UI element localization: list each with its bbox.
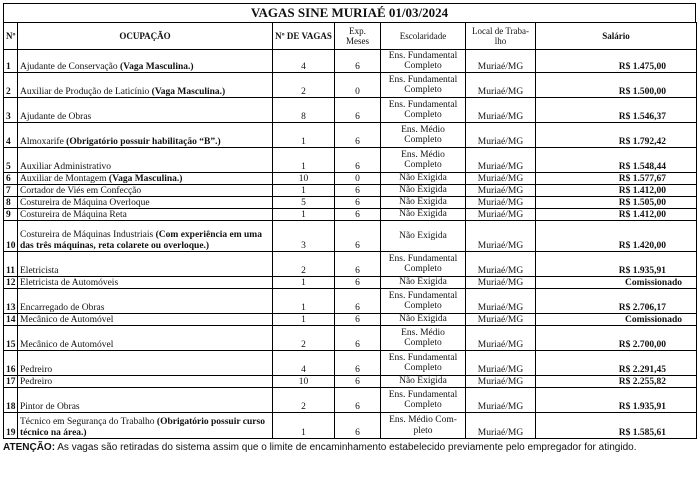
workplace-cell: Muriaé/MG xyxy=(466,73,536,98)
occupation-title: Auxiliar Administrativo xyxy=(20,161,112,172)
experience-cell: 6 xyxy=(335,98,381,123)
experience-cell: 6 xyxy=(335,326,381,351)
table-row xyxy=(4,388,697,413)
experience-cell: 6 xyxy=(335,50,381,73)
table-row xyxy=(4,148,697,173)
salary-cell: R$ 1.475,00 xyxy=(536,50,697,73)
row-number: 17 xyxy=(4,376,18,388)
footer-warning-label: ATENÇÃO: xyxy=(3,442,56,453)
experience-cell: 6 xyxy=(335,413,381,439)
salary-cell: R$ 1.546,37 xyxy=(536,98,697,123)
table-row xyxy=(4,376,697,388)
salary-cell: R$ 1.412,00 xyxy=(536,209,697,221)
schooling-cell: Ens. Médio Completo xyxy=(381,123,466,148)
salary-cell: Comissionado xyxy=(536,277,697,289)
occupation-note: (Obrigatório possuir curso técnico na área.) xyxy=(20,417,265,438)
vacancies-cell: 1 xyxy=(273,209,335,221)
salary-cell: R$ 1.412,00 xyxy=(536,185,697,197)
schooling-cell: Não Exigida xyxy=(381,376,466,388)
workplace-cell: Muriaé/MG xyxy=(466,123,536,148)
row-number: 6 xyxy=(4,173,18,185)
vacancies-cell: 2 xyxy=(273,252,335,277)
table-row xyxy=(4,197,697,209)
experience-cell: 6 xyxy=(335,252,381,277)
salary-cell: R$ 2.700,00 xyxy=(536,326,697,351)
workplace-cell: Muriaé/MG xyxy=(466,252,536,277)
occupation-title: Ajudante de Conservação xyxy=(20,61,118,72)
workplace-cell: Muriaé/MG xyxy=(466,326,536,351)
workplace-cell: Muriaé/MG xyxy=(466,314,536,326)
occupation-title: Eletricista de Automóveis xyxy=(20,277,119,288)
vacancies-cell: 4 xyxy=(273,50,335,73)
experience-cell: 0 xyxy=(335,173,381,185)
workplace-cell: Muriaé/MG xyxy=(466,185,536,197)
occupation-cell xyxy=(18,173,273,185)
occupation-title: Ajudante de Obras xyxy=(20,111,92,122)
occupation-title: Auxiliar de Montagem xyxy=(20,173,107,184)
occupation-title: Técnico em Segurança do Trabalho xyxy=(20,417,155,427)
row-number: 7 xyxy=(4,185,18,197)
table-row xyxy=(4,351,697,376)
vacancies-cell: 10 xyxy=(273,376,335,388)
salary-cell: R$ 1.500,00 xyxy=(536,73,697,98)
salary-cell: R$ 1.935,91 xyxy=(536,252,697,277)
experience-cell: 6 xyxy=(335,185,381,197)
occupation-cell xyxy=(18,123,273,148)
vacancies-cell: 1 xyxy=(273,277,335,289)
experience-cell: 6 xyxy=(335,388,381,413)
workplace-cell: Muriaé/MG xyxy=(466,413,536,439)
schooling-cell: Não Exigida xyxy=(381,314,466,326)
occupation-cell xyxy=(18,289,273,314)
occupation-cell xyxy=(18,98,273,123)
occupation-cell xyxy=(18,148,273,173)
row-number: 13 xyxy=(4,289,18,314)
row-number: 1 xyxy=(4,50,18,73)
job-listing-page xyxy=(3,3,696,453)
occupation-cell xyxy=(18,376,273,388)
salary-cell: R$ 1.505,00 xyxy=(536,197,697,209)
table-row xyxy=(4,289,697,314)
workplace-cell: Muriaé/MG xyxy=(466,277,536,289)
row-number: 2 xyxy=(4,73,18,98)
vacancies-table xyxy=(3,22,697,439)
table-header-row xyxy=(4,23,697,50)
table-row xyxy=(4,413,697,439)
occupation-cell xyxy=(18,209,273,221)
schooling-cell: Ens. Médio Com-pleto xyxy=(381,413,466,439)
occupation-title: Pedreiro xyxy=(20,376,53,387)
header-num: Nº xyxy=(4,23,18,50)
occupation-cell xyxy=(18,221,273,252)
table-row xyxy=(4,123,697,148)
footer-warning-text: As vagas são retiradas do sistema assim que o limite de encaminhamento estabelecido previamente pelo empregador for atingido. xyxy=(55,442,637,453)
vacancies-cell: 1 xyxy=(273,148,335,173)
occupation-title: Eletricista xyxy=(20,265,59,276)
experience-cell: 6 xyxy=(335,351,381,376)
schooling-cell: Não Exigida xyxy=(381,185,466,197)
workplace-cell: Muriaé/MG xyxy=(466,289,536,314)
header-workplace: Local de Traba-lho xyxy=(466,23,536,50)
schooling-cell: Não Exigida xyxy=(381,277,466,289)
schooling-cell: Ens. Fundamental Completo xyxy=(381,289,466,314)
salary-cell: R$ 2.706,17 xyxy=(536,289,697,314)
salary-cell: R$ 1.792,42 xyxy=(536,123,697,148)
vacancies-cell: 1 xyxy=(273,289,335,314)
occupation-cell xyxy=(18,252,273,277)
header-vacancies: Nº DE VAGAS xyxy=(273,23,335,50)
schooling-cell: Ens. Fundamental Completo xyxy=(381,388,466,413)
occupation-cell xyxy=(18,326,273,351)
header-schooling: Escolaridade xyxy=(381,23,466,50)
occupation-title: Mecânico de Automóvel xyxy=(20,314,114,325)
occupation-cell xyxy=(18,314,273,326)
row-number: 9 xyxy=(4,209,18,221)
workplace-cell: Muriaé/MG xyxy=(466,197,536,209)
schooling-cell: Ens. Fundamental Completo xyxy=(381,98,466,123)
table-row xyxy=(4,221,697,252)
vacancies-cell: 5 xyxy=(273,197,335,209)
schooling-cell: Ens. Médio Completo xyxy=(381,326,466,351)
occupation-cell xyxy=(18,185,273,197)
vacancies-cell: 1 xyxy=(273,314,335,326)
row-number: 19 xyxy=(4,413,18,439)
vacancies-cell: 2 xyxy=(273,388,335,413)
occupation-title: Encarregado de Obras xyxy=(20,302,105,313)
row-number: 14 xyxy=(4,314,18,326)
row-number: 5 xyxy=(4,148,18,173)
salary-cell: R$ 1.577,67 xyxy=(536,173,697,185)
header-occupation: OCUPAÇÃO xyxy=(18,23,273,50)
workplace-cell: Muriaé/MG xyxy=(466,388,536,413)
vacancies-cell: 8 xyxy=(273,98,335,123)
vacancies-cell: 1 xyxy=(273,123,335,148)
row-number: 4 xyxy=(4,123,18,148)
table-row xyxy=(4,73,697,98)
experience-cell: 6 xyxy=(335,277,381,289)
table-row xyxy=(4,252,697,277)
schooling-cell: Não Exigida xyxy=(381,173,466,185)
experience-cell: 6 xyxy=(335,376,381,388)
workplace-cell: Muriaé/MG xyxy=(466,209,536,221)
occupation-title: Mecânico de Automóvel xyxy=(20,339,114,350)
occupation-cell xyxy=(18,351,273,376)
salary-cell: R$ 1.420,00 xyxy=(536,221,697,252)
occupation-title: Pintor de Obras xyxy=(20,401,80,412)
salary-cell: R$ 1.585,61 xyxy=(536,413,697,439)
occupation-note: (Vaga Masculina.) xyxy=(117,61,194,72)
occupation-cell xyxy=(18,277,273,289)
experience-cell: 6 xyxy=(335,123,381,148)
occupation-title: Pedreiro xyxy=(20,364,53,375)
row-number: 12 xyxy=(4,277,18,289)
table-row xyxy=(4,326,697,351)
table-body xyxy=(4,50,697,439)
occupation-cell xyxy=(18,413,273,439)
occupation-note: (Obrigatório possuir habilitação “B”.) xyxy=(63,136,221,147)
table-row xyxy=(4,314,697,326)
occupation-title: Almoxarife xyxy=(20,136,64,147)
schooling-cell: Ens. Fundamental Completo xyxy=(381,73,466,98)
vacancies-cell: 4 xyxy=(273,351,335,376)
table-row xyxy=(4,50,697,73)
salary-cell: R$ 1.548,44 xyxy=(536,148,697,173)
vacancies-cell: 2 xyxy=(273,73,335,98)
row-number: 18 xyxy=(4,388,18,413)
occupation-cell xyxy=(18,73,273,98)
occupation-title: Auxiliar de Produção de Laticínio xyxy=(20,86,150,97)
schooling-cell: Não Exigida xyxy=(381,197,466,209)
table-row xyxy=(4,209,697,221)
occupation-title: Costureira de Máquina Reta xyxy=(20,209,127,220)
footer-notice xyxy=(3,442,696,453)
salary-cell: R$ 1.935,91 xyxy=(536,388,697,413)
schooling-cell: Não Exigida xyxy=(381,221,466,252)
experience-cell: 6 xyxy=(335,221,381,252)
occupation-note: (Vaga Masculina.) xyxy=(106,173,183,184)
salary-cell: Comissionado xyxy=(536,314,697,326)
schooling-cell: Ens. Médio Completo xyxy=(381,148,466,173)
experience-cell: 6 xyxy=(335,148,381,173)
vacancies-cell: 3 xyxy=(273,221,335,252)
occupation-note: (Vaga Masculina.) xyxy=(149,86,226,97)
vacancies-cell: 1 xyxy=(273,185,335,197)
table-row xyxy=(4,185,697,197)
row-number: 16 xyxy=(4,351,18,376)
experience-cell: 6 xyxy=(335,209,381,221)
occupation-title: Cortador de Viés em Confecção xyxy=(20,185,142,196)
vacancies-cell: 1 xyxy=(273,413,335,439)
table-row xyxy=(4,173,697,185)
schooling-cell: Ens. Fundamental Completo xyxy=(381,50,466,73)
occupation-title: Costureira de Máquinas Industriais xyxy=(20,230,154,240)
row-number: 3 xyxy=(4,98,18,123)
workplace-cell: Muriaé/MG xyxy=(466,98,536,123)
table-row xyxy=(4,98,697,123)
schooling-cell: Ens. Fundamental Completo xyxy=(381,252,466,277)
schooling-cell: Ens. Fundamental Completo xyxy=(381,351,466,376)
page-title: VAGAS SINE MURIAÉ 01/03/2024 xyxy=(3,3,696,22)
table-row xyxy=(4,277,697,289)
vacancies-cell: 2 xyxy=(273,326,335,351)
header-salary: Salário xyxy=(536,23,697,50)
occupation-cell xyxy=(18,388,273,413)
workplace-cell: Muriaé/MG xyxy=(466,148,536,173)
workplace-cell: Muriaé/MG xyxy=(466,173,536,185)
vacancies-cell: 10 xyxy=(273,173,335,185)
salary-cell: R$ 2.255,82 xyxy=(536,376,697,388)
occupation-cell xyxy=(18,197,273,209)
salary-cell: R$ 2.291,45 xyxy=(536,351,697,376)
row-number: 10 xyxy=(4,221,18,252)
occupation-cell xyxy=(18,50,273,73)
workplace-cell: Muriaé/MG xyxy=(466,376,536,388)
workplace-cell: Muriaé/MG xyxy=(466,351,536,376)
experience-cell: 6 xyxy=(335,197,381,209)
workplace-cell: Muriaé/MG xyxy=(466,221,536,252)
workplace-cell: Muriaé/MG xyxy=(466,50,536,73)
row-number: 15 xyxy=(4,326,18,351)
experience-cell: 0 xyxy=(335,73,381,98)
experience-cell: 6 xyxy=(335,289,381,314)
row-number: 11 xyxy=(4,252,18,277)
header-experience: Exp. Meses xyxy=(335,23,381,50)
occupation-title: Costureira de Máquina Overloque xyxy=(20,197,150,208)
occupation-note: (Com experiência em uma das três máquinas, reta colarete ou overloque.) xyxy=(20,230,262,251)
experience-cell: 6 xyxy=(335,314,381,326)
row-number: 8 xyxy=(4,197,18,209)
schooling-cell: Não Exigida xyxy=(381,209,466,221)
